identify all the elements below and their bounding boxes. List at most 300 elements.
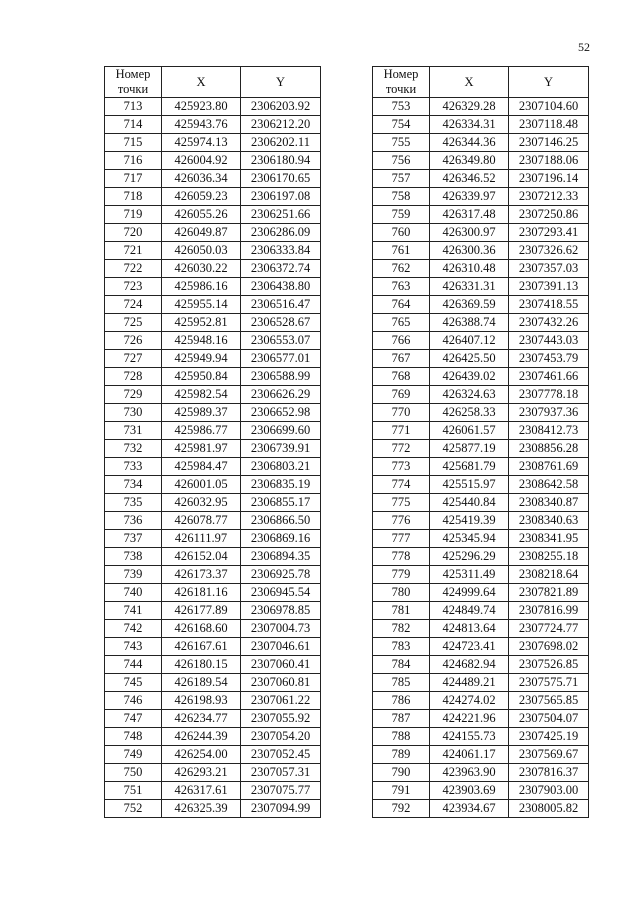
coordinates-table-right xyxy=(372,66,589,818)
table-row xyxy=(373,98,589,116)
cell-y: 2306577.01 xyxy=(241,350,321,368)
table-row xyxy=(373,260,589,278)
table-row xyxy=(105,404,321,422)
cell-y: 2307250.86 xyxy=(509,206,589,224)
cell-x: 426198.93 xyxy=(162,692,241,710)
cell-point-number: 742 xyxy=(105,620,162,638)
cell-x: 425955.14 xyxy=(162,296,241,314)
cell-y: 2306372.74 xyxy=(241,260,321,278)
cell-point-number: 778 xyxy=(373,548,430,566)
cell-point-number: 792 xyxy=(373,800,430,818)
header-point-number-line1: Номер xyxy=(115,67,151,81)
cell-y: 2307575.71 xyxy=(509,674,589,692)
table-row xyxy=(373,602,589,620)
cell-x: 426388.74 xyxy=(430,314,509,332)
cell-x: 424155.73 xyxy=(430,728,509,746)
table-row xyxy=(373,782,589,800)
cell-point-number: 718 xyxy=(105,188,162,206)
cell-x: 425989.37 xyxy=(162,404,241,422)
table-row xyxy=(373,314,589,332)
cell-point-number: 727 xyxy=(105,350,162,368)
cell-y: 2308856.28 xyxy=(509,440,589,458)
table-row xyxy=(373,404,589,422)
cell-x: 425515.97 xyxy=(430,476,509,494)
cell-point-number: 726 xyxy=(105,332,162,350)
cell-point-number: 764 xyxy=(373,296,430,314)
cell-point-number: 784 xyxy=(373,656,430,674)
cell-x: 426180.15 xyxy=(162,656,241,674)
cell-x: 423963.90 xyxy=(430,764,509,782)
cell-y: 2306588.99 xyxy=(241,368,321,386)
cell-y: 2306739.91 xyxy=(241,440,321,458)
cell-x: 426329.28 xyxy=(430,98,509,116)
cell-x: 426055.26 xyxy=(162,206,241,224)
cell-x: 423934.67 xyxy=(430,800,509,818)
cell-y: 2308255.18 xyxy=(509,548,589,566)
table-row xyxy=(373,548,589,566)
cell-x: 426346.52 xyxy=(430,170,509,188)
cell-x: 425984.47 xyxy=(162,458,241,476)
cell-point-number: 725 xyxy=(105,314,162,332)
table-row xyxy=(373,530,589,548)
cell-y: 2307453.79 xyxy=(509,350,589,368)
table-row xyxy=(373,368,589,386)
cell-x: 426152.04 xyxy=(162,548,241,566)
cell-point-number: 715 xyxy=(105,134,162,152)
cell-point-number: 768 xyxy=(373,368,430,386)
table-row xyxy=(105,170,321,188)
table-row xyxy=(105,710,321,728)
cell-y: 2307565.85 xyxy=(509,692,589,710)
cell-x: 426300.36 xyxy=(430,242,509,260)
cell-point-number: 769 xyxy=(373,386,430,404)
cell-x: 426111.97 xyxy=(162,530,241,548)
cell-y: 2307060.41 xyxy=(241,656,321,674)
cell-x: 425345.94 xyxy=(430,530,509,548)
cell-x: 426334.31 xyxy=(430,116,509,134)
cell-point-number: 775 xyxy=(373,494,430,512)
table-row xyxy=(105,764,321,782)
cell-x: 426004.92 xyxy=(162,152,241,170)
cell-y: 2307212.33 xyxy=(509,188,589,206)
cell-x: 426317.61 xyxy=(162,782,241,800)
cell-point-number: 735 xyxy=(105,494,162,512)
table-row xyxy=(105,260,321,278)
cell-y: 2306516.47 xyxy=(241,296,321,314)
table-row xyxy=(105,530,321,548)
table-row xyxy=(373,152,589,170)
cell-point-number: 770 xyxy=(373,404,430,422)
cell-x: 424813.64 xyxy=(430,620,509,638)
cell-point-number: 767 xyxy=(373,350,430,368)
cell-point-number: 741 xyxy=(105,602,162,620)
cell-point-number: 791 xyxy=(373,782,430,800)
cell-y: 2306866.50 xyxy=(241,512,321,530)
table-row xyxy=(105,116,321,134)
cell-y: 2306438.80 xyxy=(241,278,321,296)
table-row xyxy=(373,746,589,764)
cell-y: 2307326.62 xyxy=(509,242,589,260)
cell-x: 424723.41 xyxy=(430,638,509,656)
cell-point-number: 783 xyxy=(373,638,430,656)
table-row xyxy=(105,620,321,638)
cell-point-number: 788 xyxy=(373,728,430,746)
cell-x: 426234.77 xyxy=(162,710,241,728)
cell-x: 426032.95 xyxy=(162,494,241,512)
table-header-row xyxy=(105,67,321,98)
cell-y: 2308761.69 xyxy=(509,458,589,476)
cell-x: 426300.97 xyxy=(430,224,509,242)
table-row xyxy=(105,224,321,242)
cell-x: 426254.00 xyxy=(162,746,241,764)
cell-y: 2307293.41 xyxy=(509,224,589,242)
cell-y: 2307504.07 xyxy=(509,710,589,728)
table-row xyxy=(373,422,589,440)
table-row xyxy=(373,134,589,152)
cell-point-number: 765 xyxy=(373,314,430,332)
table-row xyxy=(373,116,589,134)
cell-y: 2306333.84 xyxy=(241,242,321,260)
table-row xyxy=(105,746,321,764)
table-row xyxy=(105,494,321,512)
table-row xyxy=(373,692,589,710)
cell-point-number: 766 xyxy=(373,332,430,350)
cell-point-number: 747 xyxy=(105,710,162,728)
cell-point-number: 748 xyxy=(105,728,162,746)
cell-x: 426317.48 xyxy=(430,206,509,224)
cell-y: 2308005.82 xyxy=(509,800,589,818)
cell-point-number: 732 xyxy=(105,440,162,458)
cell-x: 425419.39 xyxy=(430,512,509,530)
cell-point-number: 733 xyxy=(105,458,162,476)
cell-point-number: 771 xyxy=(373,422,430,440)
cell-point-number: 737 xyxy=(105,530,162,548)
cell-x: 426168.60 xyxy=(162,620,241,638)
cell-point-number: 745 xyxy=(105,674,162,692)
cell-x: 425986.16 xyxy=(162,278,241,296)
cell-point-number: 773 xyxy=(373,458,430,476)
header-point-number xyxy=(373,67,430,98)
cell-y: 2306203.92 xyxy=(241,98,321,116)
cell-x: 424221.96 xyxy=(430,710,509,728)
cell-y: 2308340.87 xyxy=(509,494,589,512)
cell-y: 2307046.61 xyxy=(241,638,321,656)
table-row xyxy=(373,764,589,782)
cell-point-number: 716 xyxy=(105,152,162,170)
table-row xyxy=(373,188,589,206)
page-number: 52 xyxy=(578,40,590,54)
cell-y: 2306652.98 xyxy=(241,404,321,422)
cell-y: 2306251.66 xyxy=(241,206,321,224)
cell-x: 426293.21 xyxy=(162,764,241,782)
cell-point-number: 746 xyxy=(105,692,162,710)
cell-y: 2306803.21 xyxy=(241,458,321,476)
cell-x: 424061.17 xyxy=(430,746,509,764)
cell-x: 426001.05 xyxy=(162,476,241,494)
cell-y: 2307698.02 xyxy=(509,638,589,656)
cell-y: 2306869.16 xyxy=(241,530,321,548)
cell-x: 426369.59 xyxy=(430,296,509,314)
table-row xyxy=(373,242,589,260)
cell-x: 425681.79 xyxy=(430,458,509,476)
cell-x: 425950.84 xyxy=(162,368,241,386)
cell-x: 426439.02 xyxy=(430,368,509,386)
cell-x: 426036.34 xyxy=(162,170,241,188)
table-row xyxy=(105,782,321,800)
cell-point-number: 721 xyxy=(105,242,162,260)
table-row xyxy=(105,386,321,404)
cell-y: 2306894.35 xyxy=(241,548,321,566)
table-row xyxy=(105,548,321,566)
cell-point-number: 757 xyxy=(373,170,430,188)
cell-y: 2307391.13 xyxy=(509,278,589,296)
cell-x: 425943.76 xyxy=(162,116,241,134)
cell-y: 2308642.58 xyxy=(509,476,589,494)
table-row xyxy=(373,656,589,674)
cell-y: 2307057.31 xyxy=(241,764,321,782)
header-point-number-line2: точки xyxy=(385,82,417,96)
table-row xyxy=(373,476,589,494)
cell-point-number: 756 xyxy=(373,152,430,170)
cell-y: 2308341.95 xyxy=(509,530,589,548)
cell-point-number: 749 xyxy=(105,746,162,764)
cell-y: 2307118.48 xyxy=(509,116,589,134)
table-row xyxy=(105,458,321,476)
cell-point-number: 780 xyxy=(373,584,430,602)
cell-x: 426078.77 xyxy=(162,512,241,530)
cell-x: 425923.80 xyxy=(162,98,241,116)
cell-y: 2306202.11 xyxy=(241,134,321,152)
table-row xyxy=(105,512,321,530)
table-row xyxy=(373,674,589,692)
cell-point-number: 779 xyxy=(373,566,430,584)
cell-point-number: 743 xyxy=(105,638,162,656)
cell-point-number: 777 xyxy=(373,530,430,548)
cell-point-number: 731 xyxy=(105,422,162,440)
table-row xyxy=(373,206,589,224)
cell-point-number: 787 xyxy=(373,710,430,728)
cell-y: 2306978.85 xyxy=(241,602,321,620)
cell-y: 2307004.73 xyxy=(241,620,321,638)
table-row xyxy=(105,584,321,602)
cell-y: 2306626.29 xyxy=(241,386,321,404)
cell-y: 2307461.66 xyxy=(509,368,589,386)
cell-x: 426258.33 xyxy=(430,404,509,422)
cell-point-number: 722 xyxy=(105,260,162,278)
cell-y: 2307425.19 xyxy=(509,728,589,746)
cell-point-number: 759 xyxy=(373,206,430,224)
cell-point-number: 723 xyxy=(105,278,162,296)
header-y: Y xyxy=(241,67,321,98)
cell-y: 2307821.89 xyxy=(509,584,589,602)
cell-y: 2307054.20 xyxy=(241,728,321,746)
table-row xyxy=(105,98,321,116)
cell-y: 2307937.36 xyxy=(509,404,589,422)
table-row xyxy=(105,440,321,458)
cell-point-number: 789 xyxy=(373,746,430,764)
table-row xyxy=(105,422,321,440)
cell-x: 424489.21 xyxy=(430,674,509,692)
cell-point-number: 736 xyxy=(105,512,162,530)
cell-point-number: 785 xyxy=(373,674,430,692)
table-row xyxy=(105,800,321,818)
cell-x: 426059.23 xyxy=(162,188,241,206)
cell-x: 426244.39 xyxy=(162,728,241,746)
table-body-left xyxy=(105,98,321,818)
table-row xyxy=(373,710,589,728)
cell-point-number: 730 xyxy=(105,404,162,422)
cell-x: 426189.54 xyxy=(162,674,241,692)
cell-x: 425311.49 xyxy=(430,566,509,584)
table-row xyxy=(373,386,589,404)
cell-point-number: 763 xyxy=(373,278,430,296)
table-row xyxy=(105,350,321,368)
table-row xyxy=(105,206,321,224)
table-row xyxy=(105,476,321,494)
cell-y: 2307816.99 xyxy=(509,602,589,620)
cell-point-number: 760 xyxy=(373,224,430,242)
table-row xyxy=(373,170,589,188)
cell-x: 425949.94 xyxy=(162,350,241,368)
cell-point-number: 738 xyxy=(105,548,162,566)
cell-x: 426310.48 xyxy=(430,260,509,278)
cell-point-number: 758 xyxy=(373,188,430,206)
cell-point-number: 714 xyxy=(105,116,162,134)
cell-x: 424849.74 xyxy=(430,602,509,620)
cell-point-number: 752 xyxy=(105,800,162,818)
table-body-right xyxy=(373,98,589,818)
table-row xyxy=(105,242,321,260)
cell-y: 2307196.14 xyxy=(509,170,589,188)
cell-x: 425986.77 xyxy=(162,422,241,440)
cell-point-number: 740 xyxy=(105,584,162,602)
table-row xyxy=(373,800,589,818)
coordinates-table-left xyxy=(104,66,321,818)
cell-x: 426407.12 xyxy=(430,332,509,350)
cell-point-number: 734 xyxy=(105,476,162,494)
table-row xyxy=(373,584,589,602)
header-point-number-line1: Номер xyxy=(383,67,419,81)
cell-x: 425982.54 xyxy=(162,386,241,404)
cell-y: 2308412.73 xyxy=(509,422,589,440)
table-row xyxy=(373,224,589,242)
cell-point-number: 751 xyxy=(105,782,162,800)
cell-x: 426339.97 xyxy=(430,188,509,206)
cell-y: 2307061.22 xyxy=(241,692,321,710)
cell-y: 2306212.20 xyxy=(241,116,321,134)
cell-x: 426030.22 xyxy=(162,260,241,278)
table-row xyxy=(105,188,321,206)
table-row xyxy=(373,620,589,638)
cell-y: 2306286.09 xyxy=(241,224,321,242)
table-row xyxy=(105,638,321,656)
cell-y: 2307724.77 xyxy=(509,620,589,638)
cell-point-number: 753 xyxy=(373,98,430,116)
cell-y: 2307075.77 xyxy=(241,782,321,800)
cell-y: 2307357.03 xyxy=(509,260,589,278)
cell-point-number: 713 xyxy=(105,98,162,116)
cell-point-number: 739 xyxy=(105,566,162,584)
table-row xyxy=(373,728,589,746)
cell-point-number: 790 xyxy=(373,764,430,782)
cell-x: 425974.13 xyxy=(162,134,241,152)
cell-y: 2306699.60 xyxy=(241,422,321,440)
cell-y: 2307146.25 xyxy=(509,134,589,152)
table-row xyxy=(373,332,589,350)
cell-x: 425877.19 xyxy=(430,440,509,458)
table-row xyxy=(105,314,321,332)
cell-point-number: 782 xyxy=(373,620,430,638)
table-row xyxy=(105,278,321,296)
cell-y: 2307778.18 xyxy=(509,386,589,404)
cell-y: 2307055.92 xyxy=(241,710,321,728)
cell-point-number: 761 xyxy=(373,242,430,260)
cell-point-number: 772 xyxy=(373,440,430,458)
cell-y: 2306925.78 xyxy=(241,566,321,584)
table-row xyxy=(105,152,321,170)
table-row xyxy=(373,296,589,314)
cell-x: 426324.63 xyxy=(430,386,509,404)
cell-x: 426349.80 xyxy=(430,152,509,170)
cell-point-number: 781 xyxy=(373,602,430,620)
table-row xyxy=(373,512,589,530)
cell-x: 426050.03 xyxy=(162,242,241,260)
table-row xyxy=(373,458,589,476)
cell-x: 426049.87 xyxy=(162,224,241,242)
header-point-number-line2: точки xyxy=(117,82,149,96)
cell-point-number: 717 xyxy=(105,170,162,188)
table-row xyxy=(373,494,589,512)
cell-y: 2306170.65 xyxy=(241,170,321,188)
cell-x: 426177.89 xyxy=(162,602,241,620)
cell-x: 426344.36 xyxy=(430,134,509,152)
cell-y: 2306855.17 xyxy=(241,494,321,512)
header-x: X xyxy=(162,67,241,98)
cell-x: 426061.57 xyxy=(430,422,509,440)
header-y: Y xyxy=(509,67,589,98)
cell-y: 2306835.19 xyxy=(241,476,321,494)
cell-point-number: 776 xyxy=(373,512,430,530)
cell-y: 2307432.26 xyxy=(509,314,589,332)
cell-point-number: 774 xyxy=(373,476,430,494)
header-x: X xyxy=(430,67,509,98)
table-row xyxy=(105,602,321,620)
cell-y: 2306553.07 xyxy=(241,332,321,350)
table-row xyxy=(105,296,321,314)
cell-point-number: 720 xyxy=(105,224,162,242)
cell-y: 2307443.03 xyxy=(509,332,589,350)
table-row xyxy=(373,350,589,368)
cell-y: 2307569.67 xyxy=(509,746,589,764)
table-row xyxy=(105,332,321,350)
cell-y: 2306945.54 xyxy=(241,584,321,602)
table-row xyxy=(105,566,321,584)
cell-y: 2307052.45 xyxy=(241,746,321,764)
cell-y: 2306528.67 xyxy=(241,314,321,332)
cell-y: 2306197.08 xyxy=(241,188,321,206)
cell-point-number: 786 xyxy=(373,692,430,710)
cell-x: 425981.97 xyxy=(162,440,241,458)
cell-x: 424274.02 xyxy=(430,692,509,710)
cell-x: 426181.16 xyxy=(162,584,241,602)
cell-x: 423903.69 xyxy=(430,782,509,800)
cell-x: 424999.64 xyxy=(430,584,509,602)
cell-point-number: 762 xyxy=(373,260,430,278)
table-row xyxy=(105,134,321,152)
table-row xyxy=(373,638,589,656)
cell-point-number: 754 xyxy=(373,116,430,134)
header-point-number xyxy=(105,67,162,98)
